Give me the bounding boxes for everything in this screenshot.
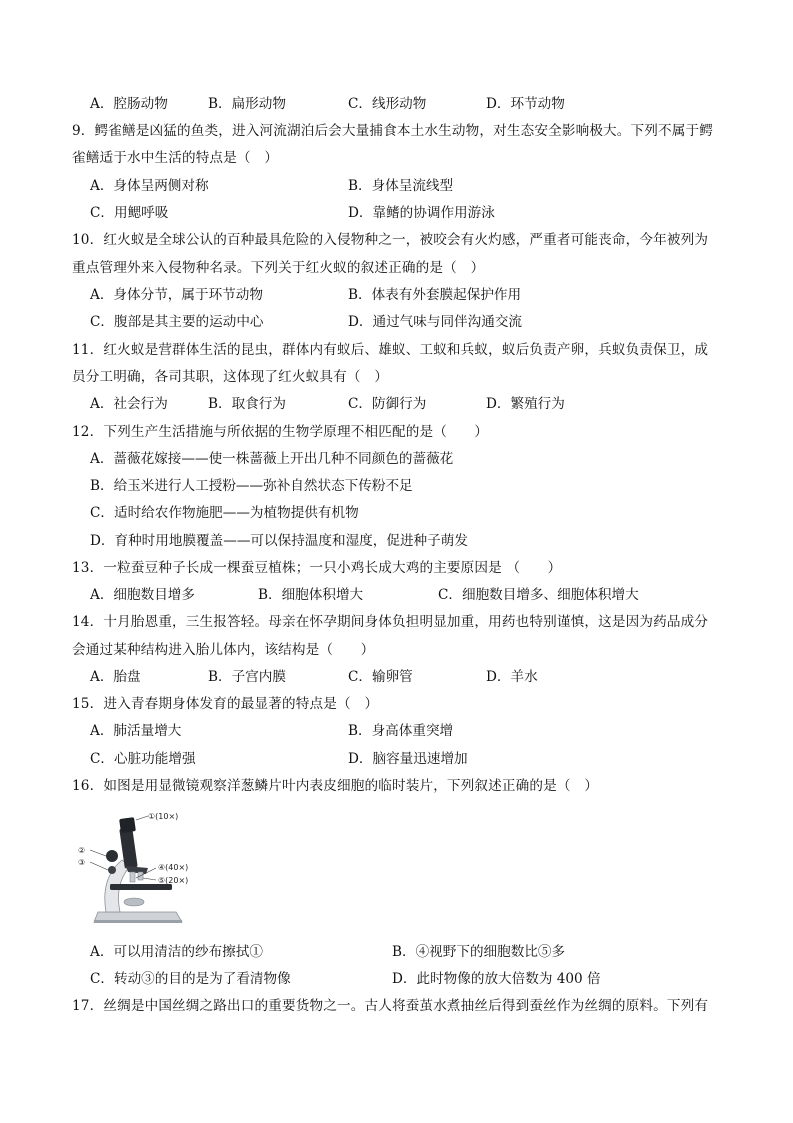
q11-option-b: B．取食行为 — [208, 396, 286, 412]
eyepiece — [119, 817, 136, 833]
q14-stem-line2: 会通过某种结构进入胎儿体内，该结构是（ ） — [72, 642, 375, 658]
q10-option-b: B．体表有外套膜起保护作用 — [348, 287, 522, 303]
q12-option-a: A．蔷薇花嫁接——使一株蔷薇上开出几种不同颜色的蔷薇花 — [90, 451, 454, 467]
q10-option-d: D．通过气味与同伴沟通交流 — [348, 314, 523, 330]
q14-option-a: A．胎盘 — [90, 669, 141, 685]
objective-40x — [130, 872, 135, 882]
q10-option-a: A．身体分节，属于环节动物 — [90, 287, 263, 303]
label-5: ⑤(20×) — [158, 876, 189, 885]
q14-option-b: B．子宫内膜 — [208, 669, 286, 685]
q12-stem: 12．下列生产生活措施与所依据的生物学原理不相匹配的是（ ） — [72, 424, 489, 440]
q12-option-c: C．适时给农作物施肥——为植物提供有机物 — [90, 505, 359, 521]
q8-option-b: B．扁形动物 — [208, 96, 286, 112]
q9-stem-line1: 9．鳄雀鳝是凶猛的鱼类，进入河流湖泊后会大量捕食本土水生动物，对生态安全影响极大。下列不属于鳄 — [72, 123, 714, 139]
q15-option-d: D．脑容量迅速增加 — [348, 751, 468, 767]
q13-option-b: B．细胞体积增大 — [258, 587, 364, 603]
q8-option-d: D．环节动物 — [486, 96, 565, 112]
q16-option-b: B．④视野下的细胞数比⑤多 — [392, 944, 566, 960]
q11-option-c: C．防御行为 — [348, 396, 427, 412]
q12-option-d: D．育种时用地膜覆盖——可以保持温度和湿度，促进种子萌发 — [90, 533, 468, 549]
q16-option-d: D．此时物像的放大倍数为 400 倍 — [392, 971, 601, 987]
q10-option-c: C．腹部是其主要的运动中心 — [90, 314, 264, 330]
q9-stem-line2: 雀鳝适于水中生活的特点是（ ） — [72, 150, 279, 166]
q12-option-b: B．给玉米进行人工授粉——弥补自然状态下传粉不足 — [90, 478, 413, 494]
q15-stem: 15．进入青春期身体发育的最显著的特点是（ ） — [72, 696, 379, 712]
q16-option-a: A．可以用清洁的纱布擦拭① — [90, 944, 263, 960]
coarse-adjustment-knob — [106, 850, 118, 862]
microscope-figure — [76, 808, 216, 926]
q15-option-b: B．身高体重突增 — [348, 723, 454, 739]
q11-stem-line1: 11．红火蚁是营群体生活的昆虫，群体内有蚁后、雄蚁、工蚁和兵蚁，蚁后负责产卵，兵蚁负责保卫，成 — [72, 342, 709, 358]
q14-option-d: D．羊水 — [486, 669, 538, 685]
q9-option-b: B．身体呈流线型 — [348, 178, 454, 194]
label-4: ④(40×) — [158, 863, 189, 872]
q17-stem-line1: 17．丝绸是中国丝绸之路出口的重要货物之一。古人将蚕茧水煮抽丝后得到蚕丝作为丝绸的原料。下列有 — [72, 998, 709, 1014]
fine-adjustment-knob — [108, 866, 116, 874]
label-1: ①(10×) — [148, 812, 179, 821]
q16-option-c: C．转动③的目的是为了看清物像 — [90, 971, 291, 987]
q16-stem: 16．如图是用显微镜观察洋葱鳞片叶内表皮细胞的临时装片，下列叙述正确的是（ ） — [72, 778, 599, 794]
q8-option-a: A．腔肠动物 — [90, 96, 168, 112]
q13-option-c: C．细胞数目增多、细胞体积增大 — [438, 587, 639, 603]
q11-option-a: A．社会行为 — [90, 396, 168, 412]
q11-option-d: D．繁殖行为 — [486, 396, 565, 412]
q10-stem-line1: 10．红火蚁是全球公认的百种最具危险的入侵物种之一，被咬会有火灼感，严重者可能丧命，今年被列为 — [72, 232, 709, 248]
nosepiece — [126, 866, 148, 874]
q15-option-c: C．心脏功能增强 — [90, 751, 196, 767]
q9-option-a: A．身体呈两侧对称 — [90, 178, 209, 194]
q13-stem: 13．一粒蚕豆种子长成一棵蚕豆植株；一只小鸡长成大鸡的主要原因是 （ ） — [72, 560, 562, 576]
q14-option-c: C．输卵管 — [348, 669, 413, 685]
q14-stem-line1: 14．十月胎恩重，三生报答轻。母亲在怀孕期间身体负担明显加重，用药也特别谨慎，这是因为药品成分 — [72, 614, 709, 630]
q15-option-a: A．肺活量增大 — [90, 723, 182, 739]
q9-option-d: D．靠鳍的协调作用游泳 — [348, 205, 495, 221]
q8-option-c: C．线形动物 — [348, 96, 427, 112]
q10-stem-line2: 重点管理外来入侵物种名录。下列关于红火蚁的叙述正确的是（ ） — [72, 260, 485, 276]
q11-stem-line2: 员分工明确，各司其职，这体现了红火蚁具有（ ） — [72, 369, 389, 385]
label-2: ② — [78, 846, 86, 855]
q13-option-a: A．细胞数目增多 — [90, 587, 195, 603]
q9-option-c: C．用鳃呼吸 — [90, 205, 169, 221]
label-3: ③ — [78, 858, 86, 867]
